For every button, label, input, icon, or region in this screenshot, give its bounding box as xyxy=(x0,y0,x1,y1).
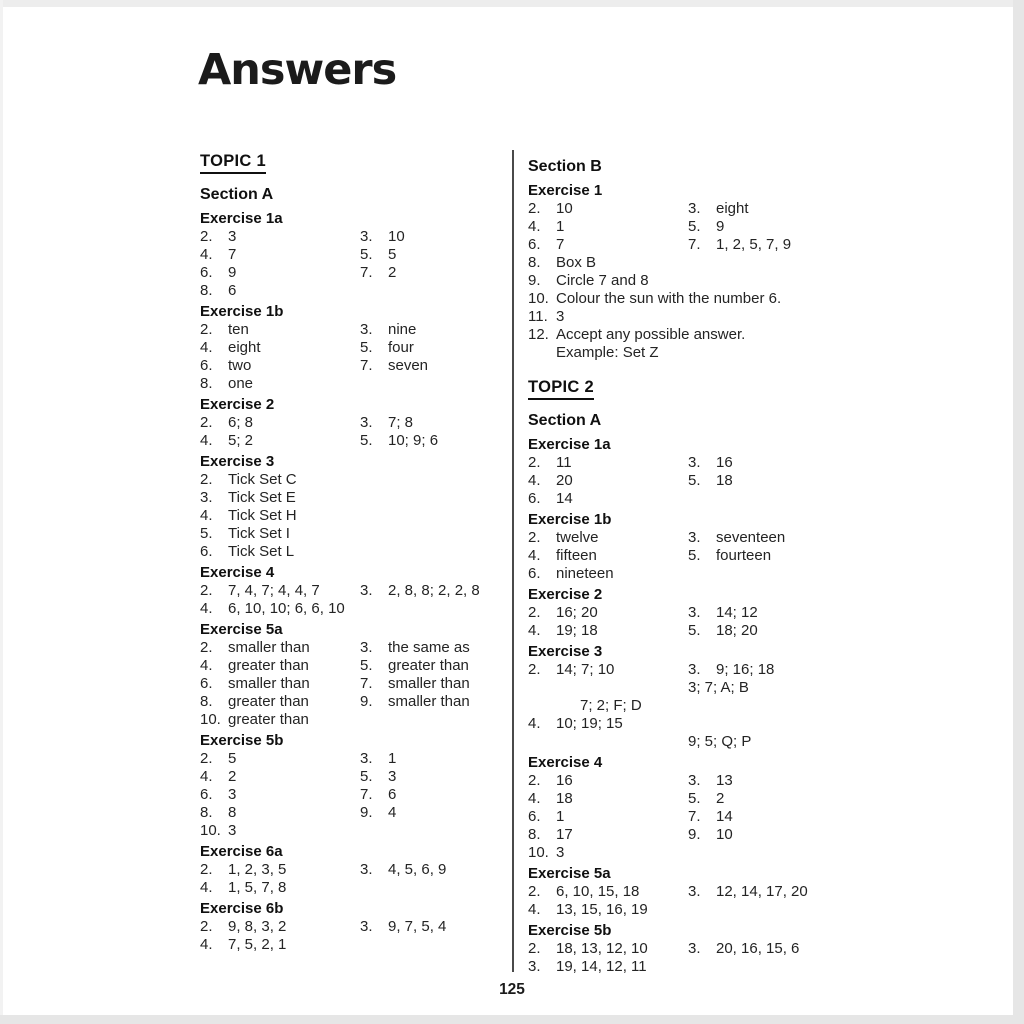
item-number: 6. xyxy=(200,675,213,692)
answer-text: fifteen xyxy=(556,547,597,564)
answer-row xyxy=(528,844,892,862)
answer-row xyxy=(200,375,512,393)
answer-text: smaller than xyxy=(228,675,310,692)
answer-text: 13 xyxy=(716,772,733,789)
answer-text: greater than xyxy=(228,657,309,674)
item-number: 4. xyxy=(528,901,541,918)
item-number: 4. xyxy=(528,218,541,235)
item-number: 9. xyxy=(360,804,373,821)
scan-edge-top xyxy=(0,0,1024,7)
page-number: 125 xyxy=(499,981,525,998)
item-number: 3. xyxy=(688,940,701,957)
item-number: 3. xyxy=(360,321,373,338)
answer-text: 16 xyxy=(716,454,733,471)
exercise-heading: Exercise 2 xyxy=(200,396,275,413)
answer-row xyxy=(528,200,892,218)
answer-row xyxy=(200,786,512,804)
item-number: 3. xyxy=(688,772,701,789)
answer-row xyxy=(200,822,512,840)
item-number: 2. xyxy=(528,200,541,217)
answer-text: two xyxy=(228,357,252,374)
answer-text: 3 xyxy=(228,822,237,839)
answer-text: 14; 12 xyxy=(716,604,758,621)
answer-text: 2 xyxy=(228,768,237,785)
answer-row xyxy=(528,236,892,254)
item-number: 8. xyxy=(200,693,213,710)
item-number: 3. xyxy=(688,200,701,217)
answer-text: 7 xyxy=(228,246,237,263)
answer-text: 16; 20 xyxy=(556,604,598,621)
answer-text: nineteen xyxy=(556,565,614,582)
item-number: 6. xyxy=(528,490,541,507)
item-number: 3. xyxy=(360,918,373,935)
answer-text: 1, 5, 7, 8 xyxy=(228,879,287,896)
answer-continuation: 9; 5; Q; P xyxy=(688,733,752,750)
answer-text: 19, 14, 12, 11 xyxy=(556,958,647,975)
answer-text: 3 xyxy=(228,228,237,245)
item-number: 4. xyxy=(528,547,541,564)
answer-row xyxy=(528,772,892,790)
item-number: 3. xyxy=(360,639,373,656)
item-number: 4. xyxy=(200,657,213,674)
answer-text: 11 xyxy=(556,454,572,471)
answer-text: 7; 8 xyxy=(388,414,414,431)
answer-text: 10 xyxy=(556,200,573,217)
answer-row xyxy=(528,272,892,290)
exercise-heading: Exercise 3 xyxy=(200,453,275,470)
item-number: 6. xyxy=(528,565,541,582)
exercise-heading: Exercise 2 xyxy=(528,586,603,603)
answer-text: Tick Set I xyxy=(228,525,290,542)
answer-text: 3 xyxy=(228,786,237,803)
answer-text: Example: Set Z xyxy=(556,344,659,361)
answer-row xyxy=(528,472,892,490)
answer-text: 17 xyxy=(556,826,573,843)
item-number: 10. xyxy=(528,844,549,861)
item-number: 3. xyxy=(360,582,373,599)
item-number: 3. xyxy=(360,861,373,878)
answer-row xyxy=(528,604,892,622)
item-number: 6. xyxy=(200,786,213,803)
answer-row xyxy=(200,339,512,357)
item-number: 4. xyxy=(200,339,213,356)
answer-continuation: 7; 2; F; D xyxy=(580,697,642,714)
answer-row xyxy=(200,357,512,375)
item-number: 2. xyxy=(200,639,213,656)
item-number: 8. xyxy=(200,804,213,821)
answer-text: Circle 7 and 8 xyxy=(556,272,649,289)
answer-text: 10 xyxy=(388,228,405,245)
item-number: 2. xyxy=(528,661,541,678)
answer-text: 2, 8, 8; 2, 2, 8 xyxy=(388,582,480,599)
topic-heading xyxy=(200,152,512,174)
item-number: 3. xyxy=(360,750,373,767)
exercise-heading: Exercise 1a xyxy=(200,210,283,227)
item-number: 5. xyxy=(688,622,701,639)
item-number: 5. xyxy=(360,768,373,785)
answer-row xyxy=(200,582,512,600)
item-number: 7. xyxy=(360,786,373,803)
answer-text: nine xyxy=(388,321,417,338)
answer-text: 8 xyxy=(228,804,237,821)
item-number: 2. xyxy=(200,918,213,935)
answer-text: Accept any possible answer. xyxy=(556,326,746,343)
answer-row xyxy=(200,639,512,657)
answer-text: 9, 8, 3, 2 xyxy=(228,918,287,935)
answer-row xyxy=(200,693,512,711)
answer-text: twelve xyxy=(556,529,599,546)
answer-text: 14; 7; 10 xyxy=(556,661,615,678)
item-number: 4. xyxy=(528,622,541,639)
answer-text: 5 xyxy=(228,750,237,767)
item-number: 4. xyxy=(528,472,541,489)
answer-text: 19; 18 xyxy=(556,622,598,639)
answer-row xyxy=(528,529,892,547)
item-number: 4. xyxy=(528,790,541,807)
section-heading: Section A xyxy=(200,186,274,203)
item-number: 5. xyxy=(688,472,701,489)
item-number: 9. xyxy=(360,693,373,710)
exercise-heading: Exercise 5b xyxy=(528,922,612,939)
answer-row xyxy=(200,879,512,897)
answer-row xyxy=(528,958,892,976)
answer-row xyxy=(528,218,892,236)
section-heading: Section B xyxy=(528,158,602,175)
answer-text: Tick Set H xyxy=(228,507,297,524)
answer-row xyxy=(200,507,512,525)
item-number: 5. xyxy=(200,525,213,542)
answer-continuation: 3; 7; A; B xyxy=(688,679,749,696)
answer-text: the same as xyxy=(388,639,470,656)
item-number: 10. xyxy=(200,711,221,728)
answer-text: 1 xyxy=(556,808,565,825)
answers-content xyxy=(200,152,892,976)
answer-row xyxy=(528,565,892,583)
answer-text: smaller than xyxy=(388,675,470,692)
answer-text: 7, 5, 2, 1 xyxy=(228,936,287,953)
item-number: 11. xyxy=(528,308,548,325)
answer-row xyxy=(528,490,892,508)
answer-text: 6 xyxy=(388,786,397,803)
answer-text: 6 xyxy=(228,282,237,299)
answer-text: 1 xyxy=(388,750,397,767)
answer-text: 1 xyxy=(556,218,565,235)
answer-row xyxy=(200,600,512,618)
answer-text: 18; 20 xyxy=(716,622,758,639)
item-number: 5. xyxy=(360,657,373,674)
answer-text: 12, 14, 17, 20 xyxy=(716,883,808,900)
item-number: 5. xyxy=(688,218,701,235)
answer-text: 18 xyxy=(716,472,733,489)
item-number: 3. xyxy=(360,228,373,245)
section-heading: Section A xyxy=(528,412,602,429)
answer-text: 4, 5, 6, 9 xyxy=(388,861,447,878)
item-number: 2. xyxy=(200,750,213,767)
answer-text: 14 xyxy=(556,490,573,507)
answer-text: 5 xyxy=(388,246,397,263)
item-number: 4. xyxy=(200,432,213,449)
answer-text: 7, 4, 7; 4, 4, 7 xyxy=(228,582,320,599)
exercise-heading: Exercise 1b xyxy=(200,303,284,320)
item-number: 6. xyxy=(200,543,213,560)
answer-text: seven xyxy=(388,357,429,374)
answer-text: 7 xyxy=(556,236,565,253)
answer-row xyxy=(200,543,512,561)
topic-heading xyxy=(528,378,892,400)
answer-row xyxy=(200,675,512,693)
item-number: 4. xyxy=(200,600,213,617)
item-number: 3. xyxy=(688,661,701,678)
answer-text: 1, 2, 5, 7, 9 xyxy=(716,236,792,253)
item-number: 9. xyxy=(528,272,541,289)
topic-heading-text: TOPIC 2 xyxy=(528,378,594,400)
answer-text: 10; 9; 6 xyxy=(388,432,439,449)
exercise-heading: Exercise 4 xyxy=(200,564,275,581)
exercise-heading: Exercise 4 xyxy=(528,754,603,771)
answer-text: Box B xyxy=(556,254,597,271)
item-number: 5. xyxy=(360,432,373,449)
answer-text: 6; 8 xyxy=(228,414,254,431)
item-number: 4. xyxy=(200,246,213,263)
answer-row xyxy=(200,936,512,954)
answer-row xyxy=(528,697,892,715)
page-title: Answers xyxy=(198,44,397,95)
answer-text: 5; 2 xyxy=(228,432,254,449)
item-number: 2. xyxy=(200,471,213,488)
exercise-heading: Exercise 5a xyxy=(200,621,283,638)
answer-text: greater than xyxy=(388,657,469,674)
answer-text: ten xyxy=(228,321,249,338)
item-number: 8. xyxy=(528,254,541,271)
item-number: 2. xyxy=(200,582,213,599)
answer-text: greater than xyxy=(228,693,309,710)
item-number: 2. xyxy=(528,883,541,900)
answer-row xyxy=(200,768,512,786)
scan-edge-right xyxy=(1013,0,1024,1024)
answer-text: 2 xyxy=(388,264,397,281)
item-number: 2. xyxy=(528,529,541,546)
item-number: 8. xyxy=(200,282,213,299)
answer-row xyxy=(528,622,892,640)
answers-column-left xyxy=(200,152,512,976)
answer-text: 18 xyxy=(556,790,573,807)
exercise-heading: Exercise 6a xyxy=(200,843,283,860)
answer-text: smaller than xyxy=(228,639,310,656)
item-number: 10. xyxy=(200,822,221,839)
answer-text: 4 xyxy=(388,804,397,821)
item-number: 7. xyxy=(360,675,373,692)
answer-row xyxy=(200,246,512,264)
answer-text: Colour the sun with the number 6. xyxy=(556,290,782,307)
item-number: 7. xyxy=(360,264,373,281)
item-number: 7. xyxy=(360,357,373,374)
answer-text: 3 xyxy=(556,844,565,861)
item-number: 6. xyxy=(528,236,541,253)
item-number: 2. xyxy=(200,414,213,431)
answer-text: 14 xyxy=(716,808,733,825)
exercise-heading: Exercise 6b xyxy=(200,900,284,917)
answer-text: one xyxy=(228,375,254,392)
answer-row xyxy=(200,918,512,936)
answer-text: eight xyxy=(716,200,749,217)
answer-row xyxy=(528,733,892,751)
answer-text: 9; 16; 18 xyxy=(716,661,775,678)
item-number: 3. xyxy=(200,489,213,506)
answer-text: 3 xyxy=(556,308,565,325)
answer-text: 6, 10, 10; 6, 6, 10 xyxy=(228,600,345,617)
exercise-heading: Exercise 5a xyxy=(528,865,611,882)
item-number: 3. xyxy=(688,883,701,900)
answer-row xyxy=(528,715,892,733)
item-number: 6. xyxy=(200,264,213,281)
answer-text: Tick Set L xyxy=(228,543,295,560)
answer-row xyxy=(200,804,512,822)
item-number: 3. xyxy=(688,529,701,546)
exercise-heading: Exercise 1a xyxy=(528,436,611,453)
answer-text: Tick Set E xyxy=(228,489,296,506)
item-number: 3. xyxy=(688,604,701,621)
item-number: 8. xyxy=(200,375,213,392)
item-number: 3. xyxy=(360,414,373,431)
answer-row xyxy=(200,750,512,768)
answer-text: 6, 10, 15, 18 xyxy=(556,883,640,900)
item-number: 5. xyxy=(688,790,701,807)
answer-text: 9, 7, 5, 4 xyxy=(388,918,447,935)
answer-text: 16 xyxy=(556,772,573,789)
exercise-heading: Exercise 3 xyxy=(528,643,603,660)
answer-row xyxy=(528,290,892,308)
item-number: 4. xyxy=(200,936,213,953)
answer-row xyxy=(528,254,892,272)
item-number: 8. xyxy=(528,826,541,843)
answer-row xyxy=(200,228,512,246)
answer-row xyxy=(528,679,892,697)
item-number: 2. xyxy=(200,861,213,878)
scan-edge-bottom xyxy=(0,1015,1024,1024)
item-number: 2. xyxy=(528,940,541,957)
answer-row xyxy=(200,264,512,282)
answer-row xyxy=(528,661,892,679)
item-number: 7. xyxy=(688,236,701,253)
answer-text: 10 xyxy=(716,826,733,843)
item-number: 2. xyxy=(528,772,541,789)
answer-text: eight xyxy=(228,339,261,356)
answer-row xyxy=(200,321,512,339)
answer-row xyxy=(528,790,892,808)
answer-row xyxy=(528,826,892,844)
item-number: 2. xyxy=(200,321,213,338)
answer-text: seventeen xyxy=(716,529,786,546)
item-number: 12. xyxy=(528,326,549,343)
answer-row xyxy=(528,808,892,826)
item-number: 5. xyxy=(688,547,701,564)
answer-row xyxy=(528,940,892,958)
answer-row xyxy=(200,471,512,489)
item-number: 2. xyxy=(528,604,541,621)
item-number: 4. xyxy=(200,768,213,785)
answer-row xyxy=(528,344,892,362)
item-number: 6. xyxy=(528,808,541,825)
answer-row xyxy=(528,454,892,472)
exercise-heading: Exercise 1b xyxy=(528,511,612,528)
item-number: 6. xyxy=(200,357,213,374)
answer-text: 13, 15, 16, 19 xyxy=(556,901,648,918)
scan-edge-left xyxy=(0,0,3,1024)
answer-text: 18, 13, 12, 10 xyxy=(556,940,648,957)
answer-row xyxy=(200,414,512,432)
answer-text: 20, 16, 15, 6 xyxy=(716,940,800,957)
answer-text: Tick Set C xyxy=(228,471,297,488)
answer-row xyxy=(528,901,892,919)
answer-row xyxy=(200,711,512,729)
answer-text: four xyxy=(388,339,414,356)
exercise-heading: Exercise 5b xyxy=(200,732,284,749)
item-number: 10. xyxy=(528,290,549,307)
answer-row xyxy=(200,657,512,675)
item-number: 2. xyxy=(528,454,541,471)
item-number: 4. xyxy=(200,879,213,896)
answer-text: greater than xyxy=(228,711,309,728)
answer-text: fourteen xyxy=(716,547,772,564)
answer-row xyxy=(528,308,892,326)
answer-text: 10; 19; 15 xyxy=(556,715,623,732)
item-number: 4. xyxy=(528,715,541,732)
topic-heading-text: TOPIC 1 xyxy=(200,152,266,174)
item-number: 3. xyxy=(528,958,541,975)
answer-row xyxy=(528,326,892,344)
item-number: 4. xyxy=(200,507,213,524)
answer-row xyxy=(200,282,512,300)
item-number: 5. xyxy=(360,246,373,263)
answer-text: 2 xyxy=(716,790,725,807)
item-number: 2. xyxy=(200,228,213,245)
answer-text: 9 xyxy=(228,264,237,281)
item-number: 7. xyxy=(688,808,701,825)
answer-text: 20 xyxy=(556,472,573,489)
answer-row xyxy=(528,883,892,901)
answer-text: 9 xyxy=(716,218,725,235)
answer-row xyxy=(528,547,892,565)
item-number: 5. xyxy=(360,339,373,356)
answer-row xyxy=(200,432,512,450)
answer-row xyxy=(200,525,512,543)
item-number: 9. xyxy=(688,826,701,843)
answer-row xyxy=(200,861,512,879)
exercise-heading: Exercise 1 xyxy=(528,182,603,199)
answer-row xyxy=(200,489,512,507)
answers-column-right xyxy=(528,152,892,976)
answer-text: smaller than xyxy=(388,693,470,710)
item-number: 3. xyxy=(688,454,701,471)
answer-text: 1, 2, 3, 5 xyxy=(228,861,287,878)
answer-text: 3 xyxy=(388,768,397,785)
